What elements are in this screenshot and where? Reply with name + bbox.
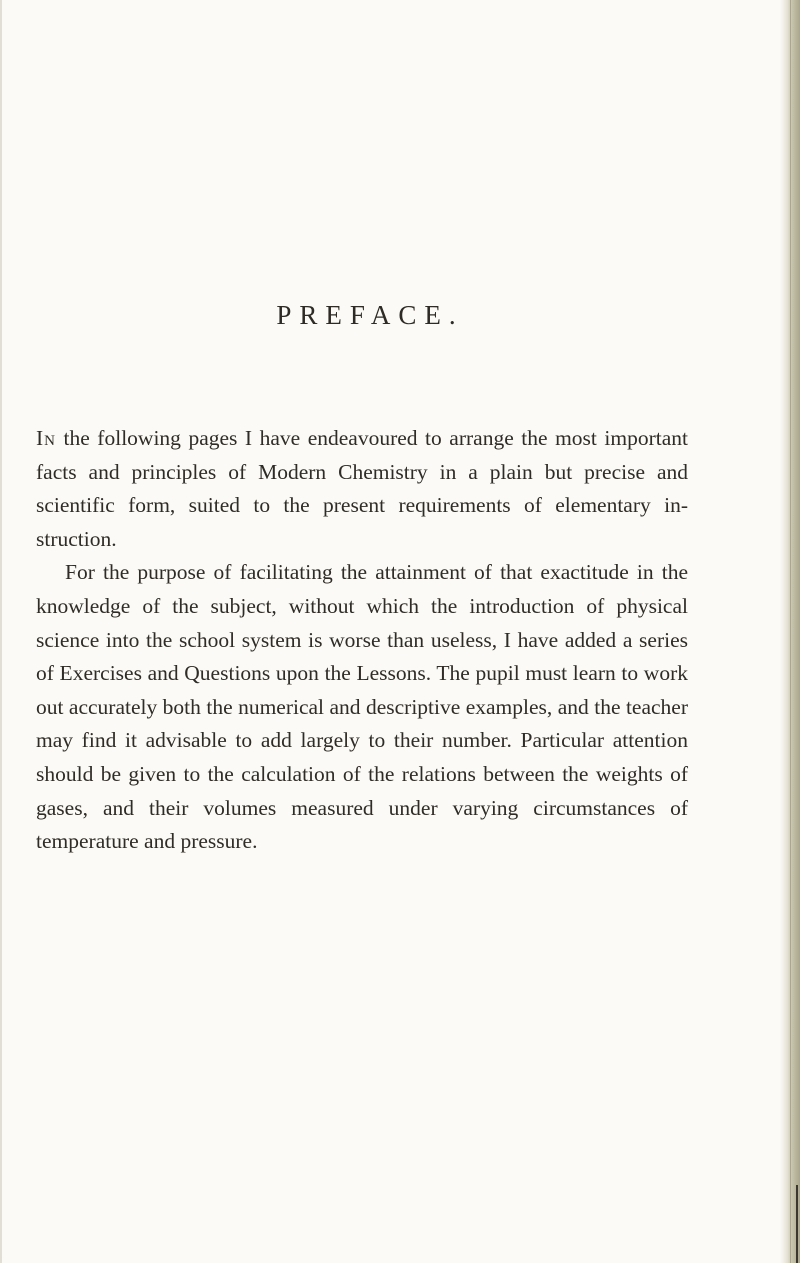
book-spine-dark-edge: [796, 1185, 798, 1263]
preface-body: [36, 422, 688, 859]
paragraph-1-text: the following pages I have endeavoured to arrange the most important facts and principles of Modern Chemistry in a plain but precise and scientific form, suited to the present requirements of elementary in-struction.: [36, 426, 688, 551]
page-left-edge: [0, 0, 2, 1263]
paragraph-1-lead: In: [36, 426, 56, 450]
paragraph-1: [36, 422, 688, 556]
paragraph-2-text: For the purpose of facilitating the attainment of that exactitude in the knowledge of the subject, without which the introduction of physical science into the school system is worse than useless, I have added a series of Exercises and Questions upon the Lessons. The pupil must learn to work out accurately both the numerical and descriptive examples, and the teacher may find it advisable to add largely to their number. Particular attention should be given to the calculation of the relations between the weights of gases, and their volumes measured under varying circumstances of temperature and pressure.: [36, 560, 688, 854]
page-title: PREFACE.: [276, 300, 464, 330]
book-spine-line: [790, 0, 791, 1263]
paragraph-2: [36, 556, 688, 858]
